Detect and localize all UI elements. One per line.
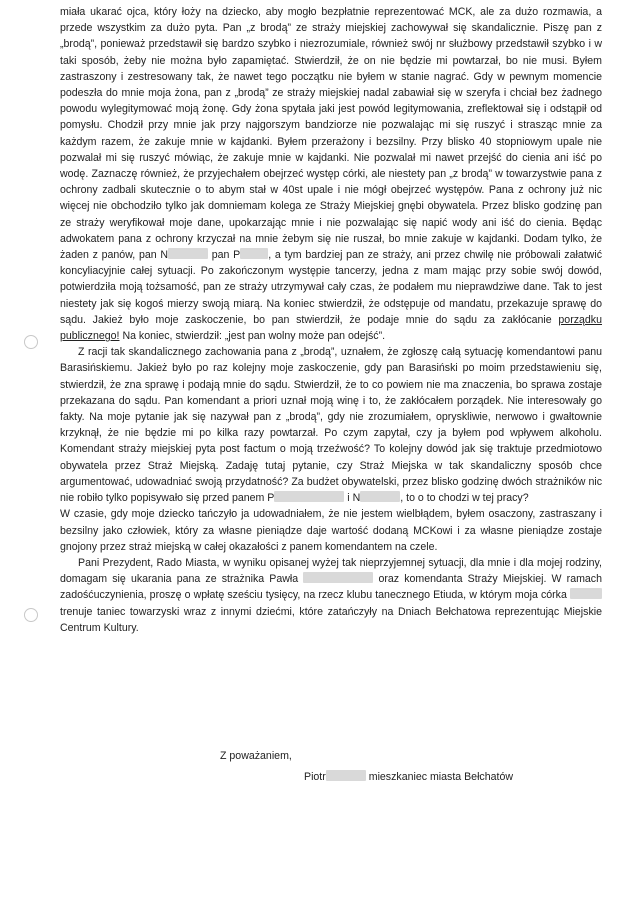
redacted-surname	[326, 770, 366, 781]
redacted-name	[303, 572, 373, 583]
redacted-name	[240, 248, 268, 259]
redacted-name	[274, 491, 344, 502]
punch-hole-mark	[24, 608, 38, 622]
paragraph-2: Z racji tak skandalicznego zachowania pana z „brodą”, uznałem, że zgłoszę całą sytuację komendantowi panu Barasińskiemu. Jakież było po raz kolejny moje zaskoczenie, gdy pan Barasiński po moim przedstawieniu się, stwierdził, że zna sprawę i podają mnie do sądu. Stwierdził, że to co powiem nie ma znaczenia, bo sprawa zostaje przekazana do sądu. Pan komendant a priori uznał moją winę i to, że zakłócałem porządek. Nie interesowały go fakty. Na moje pytanie jak się nazywał pan z „brodą”, gdy nie zrozumiałem, opryskliwie, nerwowo i gwałtownie krzyknął, że nie będzie mi po kilka razy powtarzał. Po czym zapytał, czy ja byłem pod wpływem alkoholu. Komendant straży miejskiej pyta post factum o moją trzeźwość? To kolejny dowód jak się traktuje przedmiotowo obywatela przez Straż Miejską. Zadaję tutaj pytanie, czy Straż Miejska w tak skandaliczny sposób chce argumentować, udowadniać swoją przydatność? Za budżet obywatelski, przez blisko godzinę dwóch strażników nic nie robiło tylko popisywało się przed panem P i N , to o to chodzi w tej pracy?	[60, 346, 602, 505]
paragraph-4: Pani Prezydent, Rado Miasta, w wyniku opisanej wyżej tak nieprzyjemnej sytuacji, dla mnie i dla mojej rodziny, domagam się ukarania pana ze strażnika Pawła oraz komendanta Straży Miejskiej. W ramach zadośćuczynienia, proszę o wpłatę sześciu tysięcy, na rzecz klubu tanecznego Etiuda, w którym moja córka trenuje taniec towarzyski wraz z innymi dziećmi, które zatańczyły na Dniach Bełchatowa reprezentując Miejskie Centrum Kultury.	[60, 556, 602, 634]
paragraph-3: W czasie, gdy moje dziecko tańczyło ja udowadniałem, że nie jestem wielbłądem, byłem osaczony, zastraszany i bezsilny jako człowiek, który za własne pieniądze daje wartość dodaną MCKowi i za własne pieniądze zostaje gnojony przez straż miejską w całej okazałości z panem komendantem na czele.	[60, 508, 602, 553]
paragraph-1: miała ukarać ojca, który łoży na dziecko, aby mogło bezpłatnie reprezentować MCK, ale za dużo rozmawia, a przede wszystkim za dużo pyta. Pan „z brodą” ze straży miejskiej zachowywał się skandalicznie. Piszę pan z „brodą”, ponieważ przedstawił się bardzo szybko i niezrozumiale, również swój nr służbowy przedstawił szybko i w taki sposób, żeby nie można było zapamiętać. Stwierdził, że on nie będzie mi powtarzał, bo nie musi. Byłem zastraszony i zestresowany tak, że nawet tego początku nie byłem w stanie nagrać. Gdy w pewnym momencie podeszła do mnie moja żona, pan z „brodą” ze straży miejskiej nadal zabawiał się w szeryfa i chciał bez żadnego powodu wylegitymować moją żonę. Gdy żona spytała jaki jest powód legitymowania, zreflektował się i odstąpił od pomysłu. Chodził przy mnie jak przy najgorszym bandziorze nie pozwalając mi się ruszyć i strasząc mnie za każdym razem, że zakuje mnie w kajdanki. Byłem przerażony i bezsilny. Przy blisko 40 stopniowym upale nie pozwalał mi się ruszyć mówiąc, że zakuje mnie w kajdanki. Nie pozwalał mi nawet przejść do cienia ani iść po wodę. Zaznaczę również, że przyjechałem obejrzeć występ córki, ale niestety pan „z brodą” w towarzystwie pana z ochrony zadbali skutecznie o to abym stał w 40st upale i nie mógł obejrzeć występów. Pana z ochrony już nic więcej nie obchodziło tylko jak domniemam kolega ze Straży Miejskiej gnębi obywatela. Przez blisko godzinę pan ze straży weryfikował moje dane, upokarzając mnie i nie pozwalając się napić wody ani iść do cienia. Będąc adwokatem pana z ochrony krzyczał na mnie żebym się nie ruszał, bo mnie zakuje w kajdanki. Dodam tylko, że żaden z panów, pan N pan P , a tym bardziej pan ze straży, ani przez chwilę nie próbowali załatwić koncyliacyjnie całej sytuacji. Po zakończonym występie tancerzy, jedna z mam mając przy sobie swój dowód, potwierdziła moją tożsamość, pan ze straży utrzymywał cały czas, że podałem mu nieprawdziwe dane. Tak to jest niestety jak się kogoś mierzy swoją miarą. Na koniec stwierdził, że odstępuje od mandatu, przekazuje sprawę do sądu. Jakież było moje zaskoczenie, bo pan stwierdził, że podaje mnie do sądu za zakłócanie porządku publicznego! Na koniec, stwierdził: „jest pan wolny może pan odejść”.	[60, 6, 602, 343]
signature-line: Piotr mieszkaniec miasta Bełchatów	[304, 771, 513, 783]
punch-hole-mark	[24, 335, 38, 349]
redacted-name	[570, 588, 602, 599]
redacted-name	[168, 248, 208, 259]
redacted-name	[360, 491, 400, 502]
letter-body	[60, 4, 602, 636]
closing-salutation: Z poważaniem,	[220, 750, 292, 762]
underlined-phrase: porządku publicznego!	[60, 313, 602, 343]
